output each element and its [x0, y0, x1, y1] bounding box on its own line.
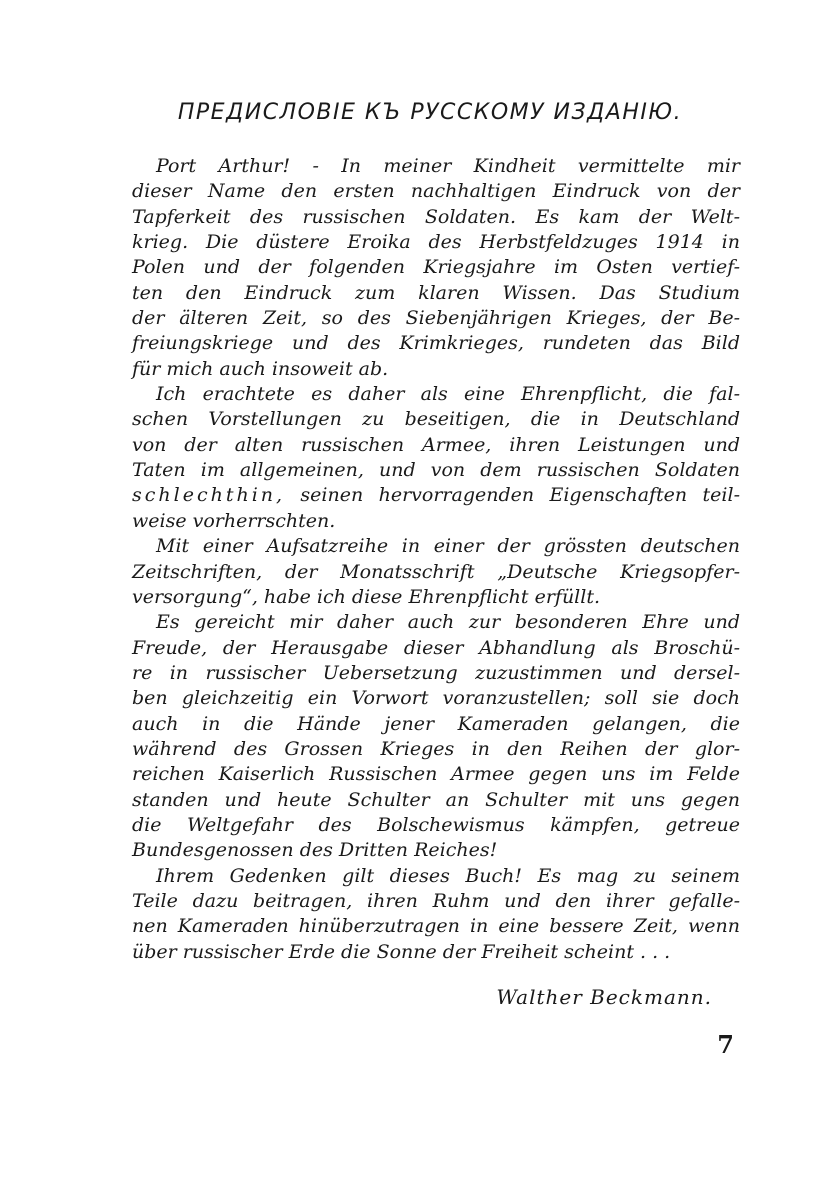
text-line: für mich auch insoweit ab. [132, 357, 389, 380]
text-line: Zeitschriften, der Monatsschrift „Deutsche Kriegsopfer- [132, 560, 740, 583]
text-line: über russischer Erde die Sonne der Freiheit scheint . . . [132, 940, 671, 963]
text-line: von der alten russischen Armee, ihren Leistungen und [132, 433, 740, 456]
author-signature: Walther Beckmann. [496, 985, 712, 1009]
text-line: Es gereicht mir daher auch zur besonderen Ehre und [156, 611, 740, 634]
text-line: Tapferkeit des russischen Soldaten. Es kam der Welt- [132, 205, 740, 228]
text-line: Ich erachtete es daher als eine Ehrenpflicht, die fal- [156, 383, 740, 406]
preface-body [132, 154, 740, 965]
text-line: Freude, der Herausgabe dieser Abhandlung als Broschü- [132, 636, 740, 659]
text-line: schlechthin, seinen hervorragenden Eigenschaften teil- [132, 484, 740, 507]
text-line: versorgung“, habe ich diese Ehrenpflicht erfüllt. [132, 585, 601, 608]
paragraph-1 [132, 154, 740, 382]
text-line: während des Grossen Krieges in den Reihen der glor- [132, 737, 740, 760]
text-line: Bundesgenossen des Dritten Reiches! [132, 839, 498, 862]
paragraph-4 [132, 610, 740, 863]
paragraph-3 [132, 534, 740, 610]
text-line: Port Arthur! - In meiner Kindheit vermittelte mir [156, 155, 740, 177]
text-line: auch in die Hände jener Kameraden gelangen, die [132, 712, 740, 735]
text-line: nen Kameraden hinüberzutragen in eine bessere Zeit, wenn [132, 915, 740, 938]
text-line: Taten im allgemeinen, und von dem russischen Soldaten [132, 459, 740, 482]
text-line: der älteren Zeit, so des Siebenjährigen Krieges, der Be- [132, 307, 740, 330]
text-line: re in russischer Uebersetzung zuzustimmen und dersel- [132, 661, 740, 684]
text-line: krieg. Die düstere Eroika des Herbstfeldzuges 1914 in [132, 231, 740, 254]
page-number: 7 [717, 1030, 734, 1059]
text-line: schen Vorstellungen zu beseitigen, die in Deutschland [132, 408, 740, 431]
text-line: ten den Eindruck zum klaren Wissen. Das Studium [132, 281, 740, 304]
text-line: die Weltgefahr des Bolschewismus kämpfen, getreue [132, 813, 740, 836]
text-line: Mit einer Aufsatzreihe in einer der grössten deutschen [156, 535, 740, 558]
text-line: Polen und der folgenden Kriegsjahre im Osten vertief- [132, 256, 740, 279]
paragraph-5 [132, 864, 740, 965]
text-line: reichen Kaiserlich Russischen Armee gegen uns im Felde [132, 763, 740, 786]
paragraph-2 [132, 382, 740, 534]
text-line: freiungskriege und des Krimkrieges, rundeten das Bild [132, 332, 740, 355]
text-line: standen und heute Schulter an Schulter mit uns gegen [132, 788, 740, 811]
emphasized-word: schlechthin, [132, 484, 286, 507]
text-line: Ihrem Gedenken gilt dieses Buch! Es mag zu seinem [156, 864, 740, 887]
text-line: dieser Name den ersten nachhaltigen Eindruck von der [132, 180, 740, 203]
page-title: ПРЕДИСЛОВIЕ КЪ РУССКОМУ ИЗДАНIЮ. [177, 100, 683, 125]
text-line: weise vorherrschten. [132, 509, 336, 532]
text-line: ben gleichzeitig ein Vorwort voranzustellen; soll sie doch [132, 687, 740, 710]
text-line: Teile dazu beitragen, ihren Ruhm und den ihrer gefalle- [132, 889, 740, 912]
